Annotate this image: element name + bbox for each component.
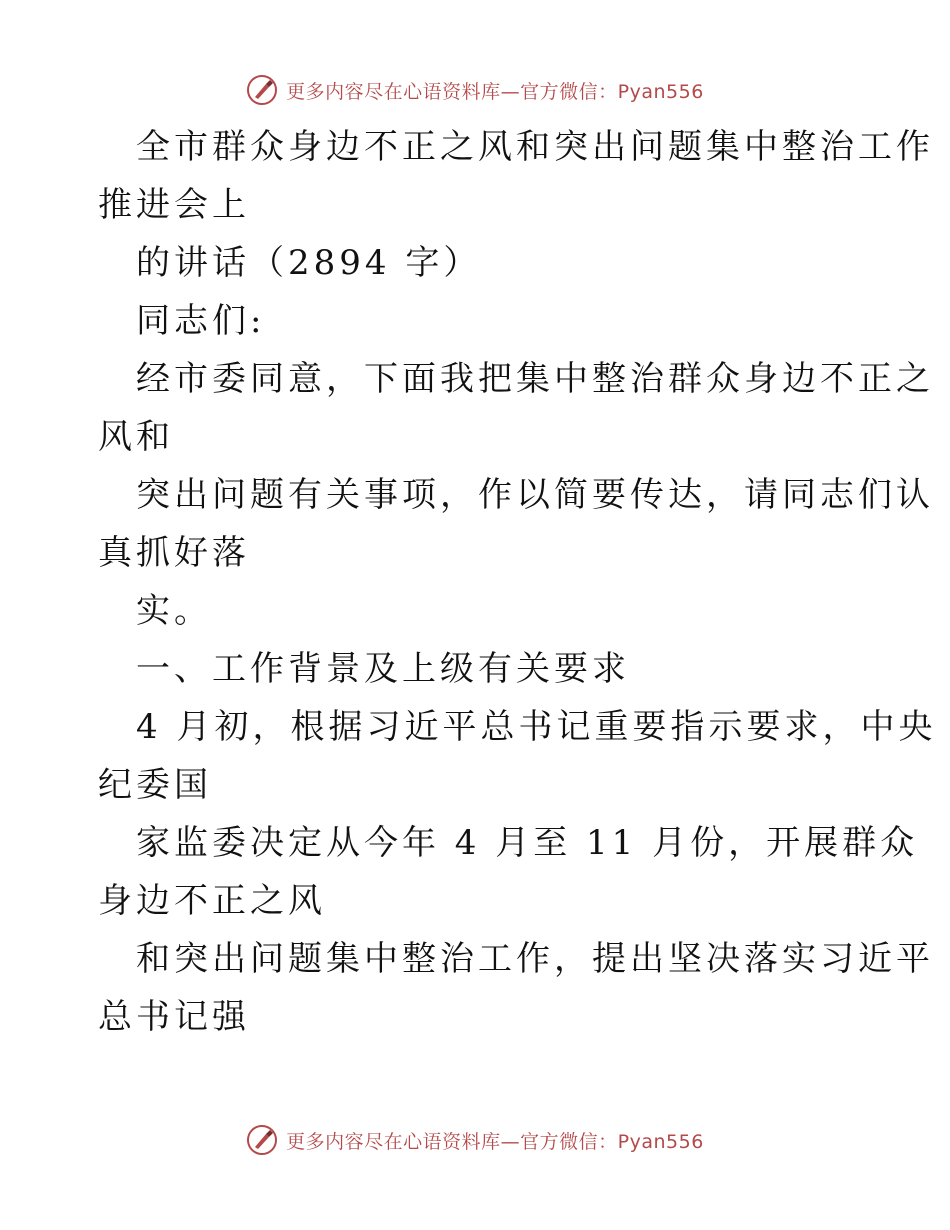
document-body (98, 118, 937, 1046)
watermark-text: 更多内容尽在心语资料库—官方微信：Pyan556 (286, 80, 704, 103)
text-line: 推进会上 (98, 185, 250, 225)
pen-logo-icon (246, 1124, 278, 1156)
text-line: 家监委决定从今年 4 月至 11 月份，开展群众 (136, 823, 919, 863)
footer-watermark (0, 1120, 950, 1160)
pen-logo-icon (246, 74, 278, 106)
text-line: 和突出问题集中整治工作，提出坚决落实习近平 (136, 939, 934, 979)
text-line: 经市委同意，下面我把集中整治群众身边不正之 (136, 359, 934, 399)
text-line: 真抓好落 (98, 533, 250, 573)
text-line: 的讲话（2894 字） (136, 243, 482, 283)
text-line: 实。 (136, 591, 212, 631)
text-line: 纪委国 (98, 765, 212, 805)
text-line: 4 月初，根据习近平总书记重要指示要求，中央 (136, 707, 937, 747)
text-line: 同志们: (136, 301, 266, 341)
text-line: 一、工作背景及上级有关要求 (136, 649, 630, 689)
text-line: 突出问题有关事项，作以简要传达，请同志们认 (136, 475, 934, 515)
watermark-text: 更多内容尽在心语资料库—官方微信：Pyan556 (286, 1130, 704, 1153)
text-line: 总书记强 (98, 997, 250, 1037)
text-line: 风和 (98, 417, 174, 457)
text-line: 全市群众身边不正之风和突出问题集中整治工作 (136, 127, 934, 167)
header-watermark (0, 70, 950, 110)
text-line: 身边不正之风 (98, 881, 326, 921)
